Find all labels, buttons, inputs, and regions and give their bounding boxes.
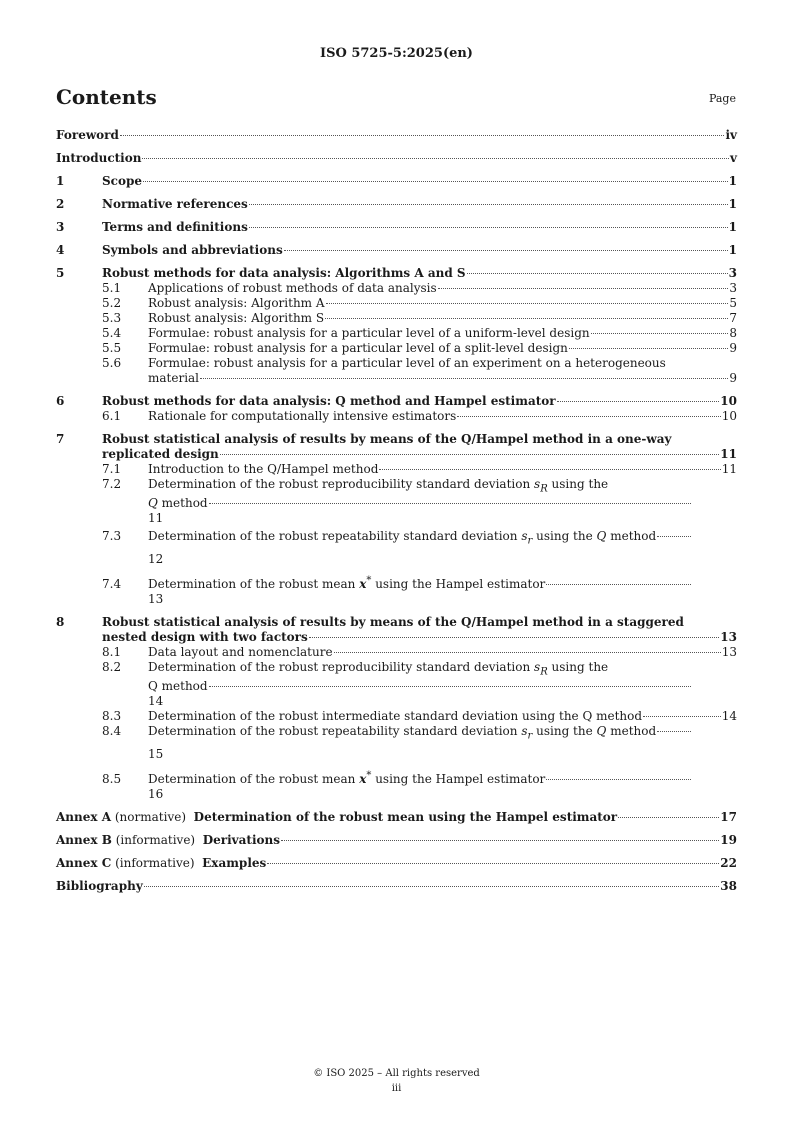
toc-entry-7[interactable]: 7 Robust statistical analysis of results by means of the Q/Hampel method in a one-way	[56, 432, 672, 446]
page-column-label: Page	[708, 92, 736, 105]
document-id: ISO 5725-5:2025(en)	[320, 46, 473, 61]
toc-entry-6-1[interactable]: 6.1 Rationale for computationally intensive estimators 10	[102, 409, 737, 423]
copyright-notice: © ISO 2025 – All rights reserved	[313, 1068, 480, 1079]
toc-entry-8-5[interactable]: 8.5 Determination of the robust mean x* using the Hampel estimator	[56, 768, 737, 787]
toc-entry-foreword[interactable]: Foreword iv	[56, 128, 737, 142]
toc-entry-8-1[interactable]: 8.1 Data layout and nomenclature 13	[102, 644, 737, 659]
toc-entry-5[interactable]: 5 Robust methods for data analysis: Algorithms A and S 3	[56, 266, 737, 280]
toc-entry-5-6-cont[interactable]: material 9	[148, 371, 737, 385]
page-footer	[0, 1066, 793, 1096]
toc-entry-bibliography[interactable]: Bibliography 38	[56, 878, 737, 893]
toc-entry-6[interactable]: 6 Robust methods for data analysis: Q method and Hampel estimator 10	[56, 394, 737, 408]
toc-entry-4[interactable]: 4 Symbols and abbreviations 1	[56, 243, 737, 257]
toc-entry-8[interactable]: 8 Robust statistical analysis of results by means of the Q/Hampel method in a staggered	[56, 614, 684, 629]
toc-entry-7-3-page: 12	[148, 551, 164, 566]
toc-entry-7-2-cont[interactable]: Q method	[56, 496, 737, 511]
toc-entry-8-4[interactable]: 8.4 Determination of the robust repeatability standard deviation $s_r$ using the Q method	[56, 724, 737, 743]
toc-entry-1[interactable]: 1 Scope 1	[56, 174, 737, 188]
toc-entry-7-1[interactable]: 7.1 Introduction to the Q/Hampel method 11	[102, 462, 737, 476]
toc-entry-5-4[interactable]: 5.4 Formulae: robust analysis for a particular level of a uniform-level design 8	[102, 326, 737, 340]
toc-entry-5-3[interactable]: 5.3 Robust analysis: Algorithm S 7	[102, 311, 737, 325]
toc-entry-7-3[interactable]: 7.3 Determination of the robust repeatability standard deviation $s_r$ using the Q method	[56, 529, 737, 548]
toc-entry-introduction[interactable]: Introduction v	[56, 151, 737, 165]
toc-entry-8-2-page: 14	[148, 694, 164, 709]
toc-entry-5-5[interactable]: 5.5 Formulae: robust analysis for a particular level of a split-level design 9	[102, 341, 737, 355]
toc-entry-8-2[interactable]: 8.2 Determination of the robust reproducibility standard deviation $s_R$ using the	[102, 659, 609, 678]
page-number: iii	[391, 1083, 402, 1094]
toc-entry-8-5-page: 16	[148, 786, 164, 801]
toc-entry-8-3[interactable]: 8.3 Determination of the robust intermediate standard deviation using the Q method 14	[102, 709, 737, 724]
toc-entry-7-2-page: 11	[148, 511, 164, 526]
toc-entry-5-1[interactable]: 5.1 Applications of robust methods of data analysis 3	[102, 281, 737, 295]
toc-entry-2[interactable]: 2 Normative references 1	[56, 197, 737, 211]
toc-entry-3[interactable]: 3 Terms and definitions 1	[56, 220, 737, 234]
toc-entry-8-cont[interactable]: nested design with two factors 13	[102, 629, 737, 644]
toc-entry-7-4[interactable]: 7.4 Determination of the robust mean x* using the Hampel estimator	[56, 573, 737, 592]
toc-entry-annex-c[interactable]: Annex C (informative) Examples 22	[56, 855, 737, 870]
toc-entry-7-4-page: 13	[148, 591, 164, 606]
toc-entry-7-cont[interactable]: replicated design 11	[102, 447, 737, 461]
table-of-contents	[56, 128, 737, 894]
toc-entry-7-2[interactable]: 7.2 Determination of the robust reproducibility standard deviation $s_R$ using the	[102, 477, 609, 495]
toc-entry-annex-a[interactable]: Annex A (normative) Determination of the robust mean using the Hampel estimator 17	[56, 809, 737, 824]
page-title: Contents	[56, 85, 157, 109]
toc-entry-annex-b[interactable]: Annex B (informative) Derivations 19	[56, 832, 737, 847]
toc-entry-8-4-page: 15	[148, 746, 164, 761]
toc-entry-5-6[interactable]: 5.6 Formulae: robust analysis for a particular level of an experiment on a heterogeneous	[102, 356, 666, 370]
toc-entry-5-2[interactable]: 5.2 Robust analysis: Algorithm A 5	[102, 296, 737, 310]
toc-entry-8-2-cont[interactable]: Q method	[56, 679, 737, 694]
